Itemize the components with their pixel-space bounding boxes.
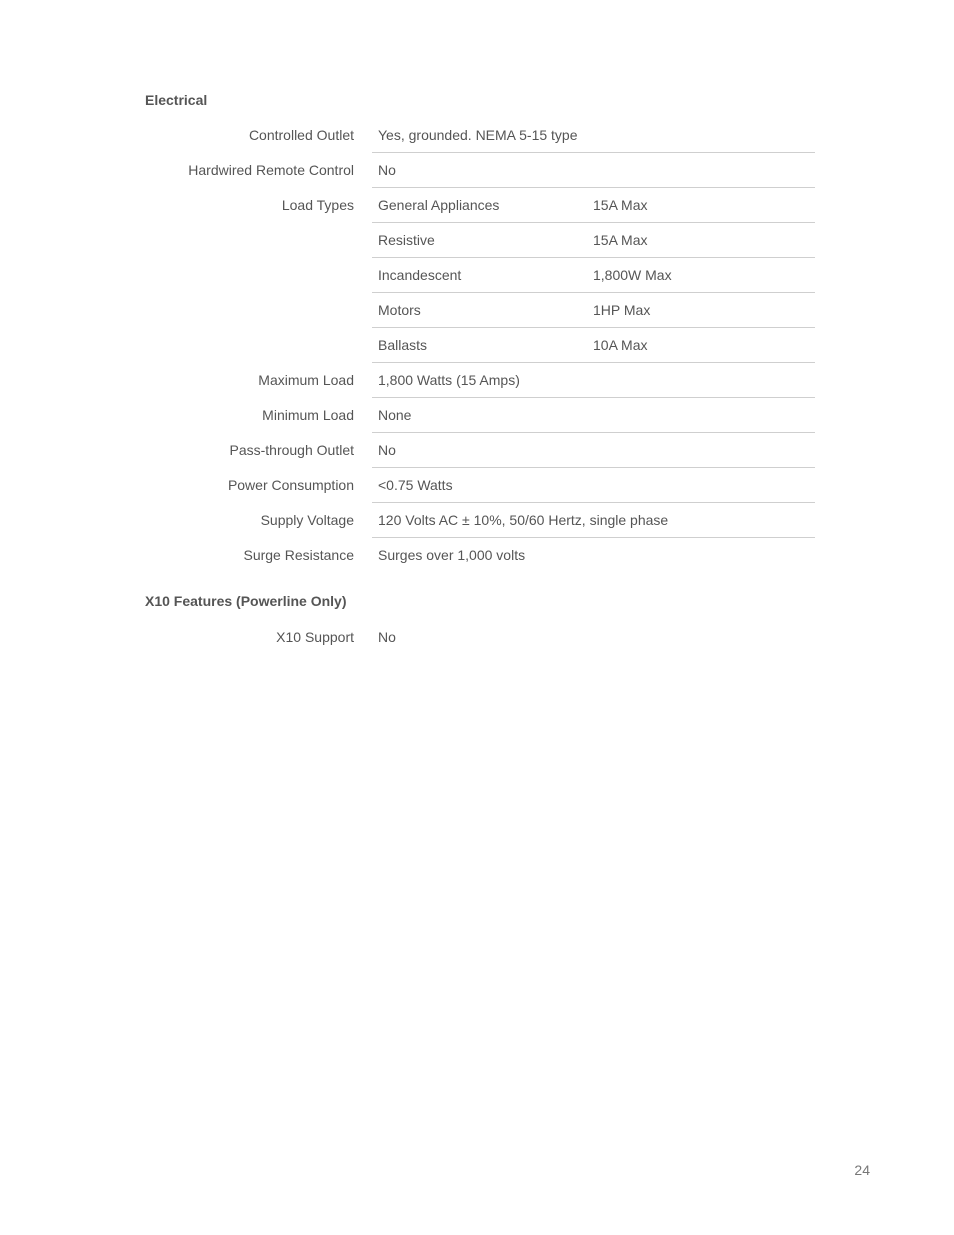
spec-value: 1,800 Watts (15 Amps): [372, 363, 815, 398]
load-type-row: [372, 293, 815, 328]
load-type-rating: 1HP Max: [593, 302, 651, 318]
load-type-row: [372, 188, 815, 223]
spec-value: No: [372, 433, 815, 468]
spec-value: Surges over 1,000 volts: [378, 547, 526, 563]
spec-row-surge-resistance: [145, 538, 815, 573]
spec-value: No: [372, 153, 815, 188]
section-title-x10-features: X10 Features (Powerline Only): [145, 593, 347, 609]
load-type-row: [372, 223, 815, 258]
load-type-rating: 15A Max: [593, 197, 648, 213]
x10-spec-table: [145, 620, 815, 655]
load-type-rating: 10A Max: [593, 337, 648, 353]
spec-label: Supply Voltage: [260, 512, 354, 528]
spec-label: Hardwired Remote Control: [188, 162, 354, 178]
spec-row-controlled-outlet: [145, 118, 815, 153]
spec-value: <0.75 Watts: [372, 468, 815, 503]
spec-row-power-consumption: [145, 468, 815, 503]
spec-label: Maximum Load: [258, 372, 354, 388]
load-type-name: Resistive: [378, 232, 435, 248]
spec-label: Surge Resistance: [243, 547, 354, 563]
spec-row-hardwired-remote-control: [145, 153, 815, 188]
spec-label: X10 Support: [276, 629, 354, 645]
load-type-row: [372, 328, 815, 363]
spec-row-minimum-load: [145, 398, 815, 433]
load-type-name: Motors: [378, 302, 421, 318]
load-type-row: [372, 258, 815, 293]
load-type-rating: 1,800W Max: [593, 267, 672, 283]
spec-row-supply-voltage: [145, 503, 815, 538]
spec-label: Load Types: [281, 197, 354, 213]
section-title-electrical: Electrical: [145, 92, 208, 108]
spec-label: Pass-through Outlet: [229, 442, 354, 458]
load-type-name: Incandescent: [378, 267, 462, 283]
load-type-name: Ballasts: [378, 337, 428, 353]
electrical-spec-table: [145, 118, 815, 573]
spec-row-x10-support: [145, 620, 815, 655]
page-number: 24: [854, 1162, 870, 1178]
load-type-rating: 15A Max: [593, 232, 648, 248]
spec-value: 120 Volts AC ± 10%, 50/60 Hertz, single phase: [372, 503, 815, 538]
spec-value: No: [378, 629, 396, 645]
spec-value: None: [372, 398, 815, 433]
spec-row-maximum-load: [145, 363, 815, 398]
spec-label: Power Consumption: [227, 477, 354, 493]
spec-row-load-types: [145, 188, 815, 363]
spec-label: Controlled Outlet: [248, 127, 354, 143]
spec-value: Yes, grounded. NEMA 5-15 type: [372, 118, 815, 153]
load-type-name: General Appliances: [378, 197, 500, 213]
spec-label: Minimum Load: [262, 407, 354, 423]
spec-row-pass-through-outlet: [145, 433, 815, 468]
